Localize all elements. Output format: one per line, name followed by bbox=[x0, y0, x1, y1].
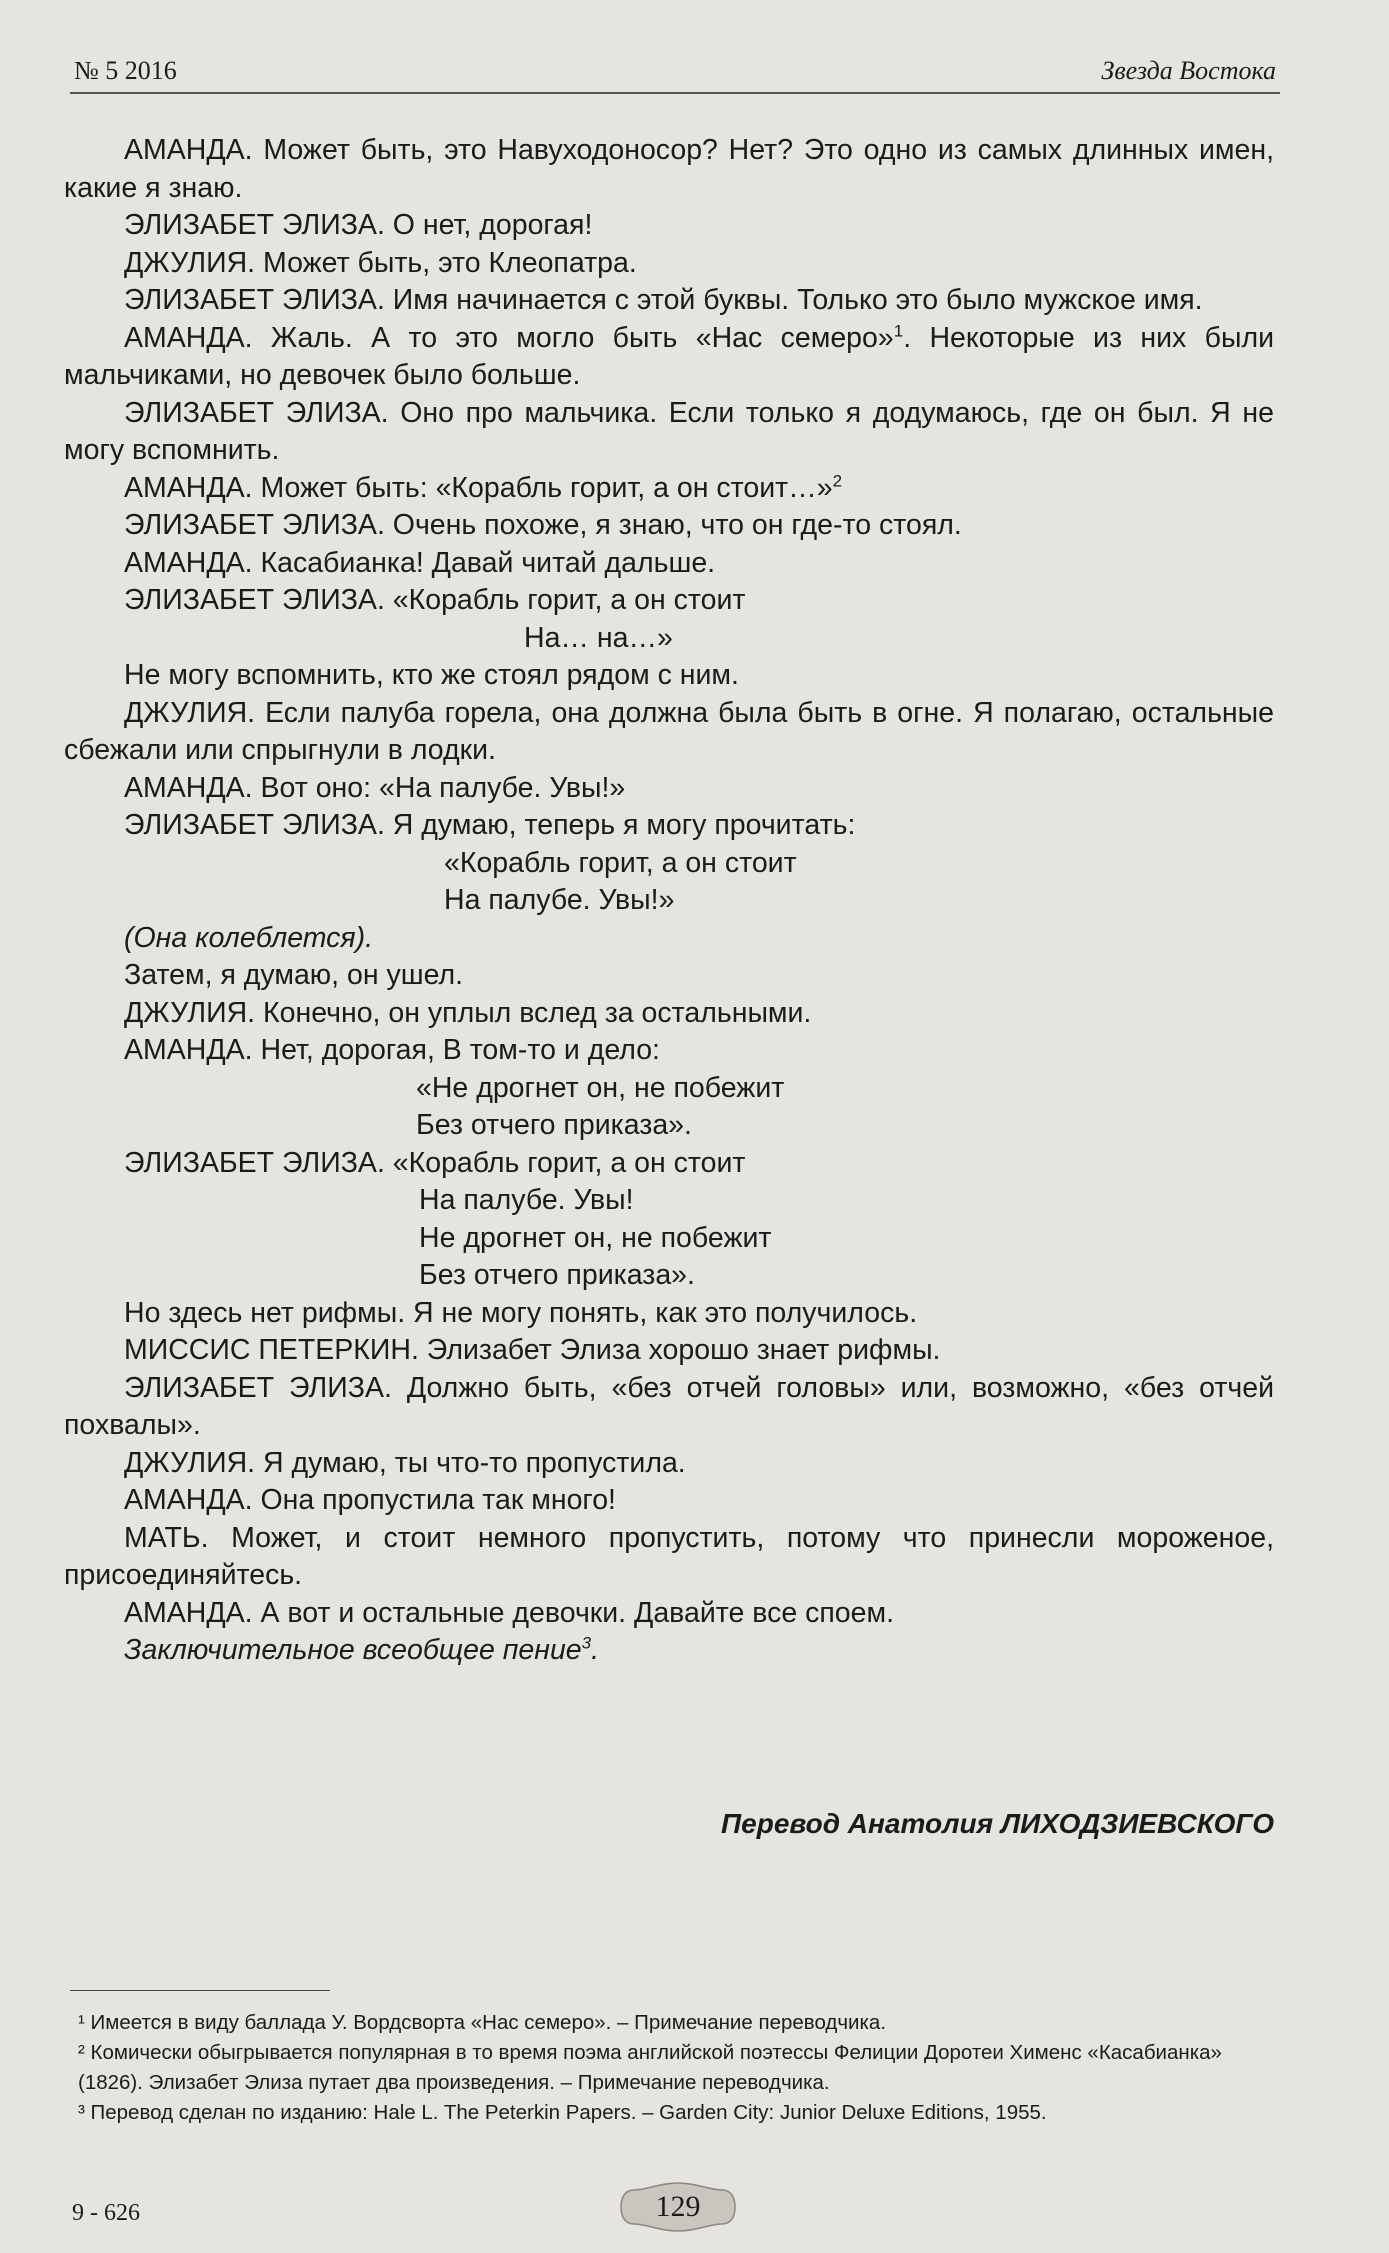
line-28: Но здесь нет рифмы. Я не могу понять, как это получилось. bbox=[124, 1296, 918, 1329]
page-number-badge bbox=[618, 2180, 738, 2234]
line-9: АМАНДА. Касабианка! Давай читай дальше. bbox=[124, 546, 716, 579]
final-text: Заключительное всеобщее пение bbox=[124, 1634, 582, 1666]
page-number: 129 bbox=[655, 2190, 701, 2223]
line-5-start: АМАНДА. Жаль. А то это могло быть «Нас семеро» bbox=[124, 321, 894, 354]
line-2: ЭЛИЗАБЕТ ЭЛИЗА. О нет, дорогая! bbox=[124, 209, 593, 241]
line-5-end: . Некоторые из них были мальчиками, но девочек было больше. bbox=[64, 321, 1275, 391]
footnote-1: ¹ Имеется в виду баллада У. Вордсворта «Нас семеро». – Примечание переводчика. bbox=[78, 2011, 887, 2034]
footnotes bbox=[78, 2008, 1278, 2128]
printer-signature: 9 - 626 bbox=[72, 2200, 140, 2226]
line-13: ДЖУЛИЯ. Если палуба горела, она должна была быть в огне. Я полагаю, остальные сбежали или спрыгнули в лодки. bbox=[64, 696, 1274, 766]
line-34: АМАНДА. А вот и остальные девочки. Давайте все споем. bbox=[124, 1596, 895, 1629]
verse-line-23: Без отчего приказа». bbox=[416, 1109, 692, 1141]
final-stage-direction: Заключительное всеобщее пение$^3$. bbox=[124, 1633, 600, 1666]
line-14: АМАНДА. Вот оно: «На палубе. Увы!» bbox=[124, 771, 626, 804]
line-15: ЭЛИЗАБЕТ ЭЛИЗА. Я думаю, теперь я могу прочитать: bbox=[124, 809, 856, 841]
verse-line-11: На… на…» bbox=[524, 621, 673, 654]
footnote-ref-2: 2 bbox=[832, 471, 843, 490]
line-1: АМАНДА. Может быть, это Навуходоносор? Нет? Это одно из самых длинных имен, какие я знаю. bbox=[64, 134, 1274, 204]
verse-line-26: Не дрогнет он, не побежит bbox=[419, 1221, 772, 1254]
line-33: МАТЬ. Может, и стоит немного пропустить, потому что принесли мороженое, присоединяйтесь. bbox=[64, 1521, 1274, 1591]
line-5 bbox=[64, 320, 1274, 395]
footnote-ref-1: 1 bbox=[893, 321, 904, 340]
verse-line-16: «Корабль горит, а он стоит bbox=[444, 846, 797, 879]
verse-line-27: Без отчего приказа». bbox=[419, 1259, 695, 1291]
line-6: ЭЛИЗАБЕТ ЭЛИЗА. Оно про мальчика. Если только я додумаюсь, где он был. Я не могу вспомнить. bbox=[64, 396, 1274, 466]
issue-label: № 5 2016 bbox=[74, 56, 177, 85]
footnote-2: ² Комически обыгрывается популярная в то время поэма английской поэтессы Фелиции Доротеи Хименс «Касабианка» (1826). Элизабет Элиза путает два произведения. – Примечание переводчика. bbox=[78, 2041, 1222, 2094]
line-31: ДЖУЛИЯ. Я думаю, ты что-то пропустила. bbox=[124, 1446, 686, 1479]
line-4: ЭЛИЗАБЕТ ЭЛИЗА. Имя начинается с этой буквы. Только это было мужское имя. bbox=[124, 284, 1203, 316]
footnote-divider bbox=[70, 1990, 330, 1991]
line-32: АМАНДА. Она пропустила так много! bbox=[124, 1484, 616, 1516]
line-19: Затем, я думаю, он ушел. bbox=[124, 959, 464, 991]
play-text bbox=[64, 132, 1274, 1670]
verse-line-22: «Не дрогнет он, не побежит bbox=[416, 1071, 785, 1104]
line-21: АМАНДА. Нет, дорогая, В том-то и дело: bbox=[124, 1034, 660, 1066]
line-20: ДЖУЛИЯ. Конечно, он уплыл вслед за остальными. bbox=[124, 996, 812, 1029]
line-12: Не могу вспомнить, кто же стоял рядом с ним. bbox=[124, 659, 739, 691]
journal-title: Звезда Востока bbox=[1101, 56, 1276, 85]
line-24: ЭЛИЗАБЕТ ЭЛИЗА. «Корабль горит, а он стоит bbox=[124, 1146, 746, 1179]
line-29: МИССИС ПЕТЕРКИН. Элизабет Элиза хорошо знает рифмы. bbox=[124, 1334, 941, 1366]
footnote-ref-3: 3 bbox=[581, 1633, 592, 1653]
running-header bbox=[70, 52, 1280, 94]
verse-line-17: На палубе. Увы!» bbox=[444, 884, 675, 916]
footnote-3: ³ Перевод сделан по изданию: Hale L. The Peterkin Papers. – Garden City: Junior Deluxe Editions, 1955. bbox=[78, 2101, 1047, 2124]
line-7-text: АМАНДА. Может быть: «Корабль горит, а он стоит…» bbox=[124, 471, 833, 504]
line-10: ЭЛИЗАБЕТ ЭЛИЗА. «Корабль горит, а он стоит bbox=[124, 584, 746, 616]
line-8: ЭЛИЗАБЕТ ЭЛИЗА. Очень похоже, я знаю, что он где-то стоял. bbox=[124, 509, 962, 541]
line-30: ЭЛИЗАБЕТ ЭЛИЗА. Должно быть, «без отчей головы» или, возможно, «без отчей похвалы». bbox=[64, 1371, 1274, 1441]
stage-direction: (Она колеблется). bbox=[124, 921, 374, 954]
line-7 bbox=[64, 470, 1274, 508]
translator-credit: Перевод Анатолия ЛИХОДЗИЕВСКОГО bbox=[721, 1808, 1274, 1839]
verse-line-25: На палубе. Увы! bbox=[419, 1184, 634, 1216]
line-3: ДЖУЛИЯ. Может быть, это Клеопатра. bbox=[124, 246, 637, 279]
